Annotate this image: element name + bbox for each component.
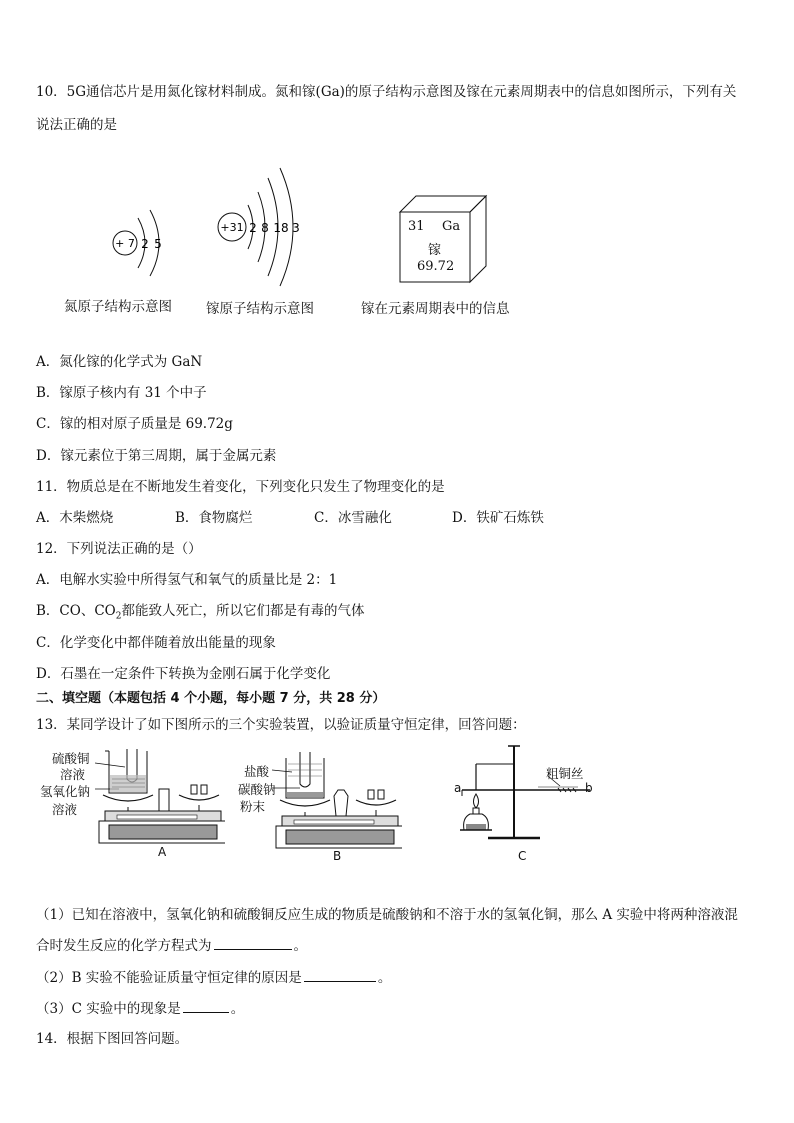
cell-name: 镓 (428, 243, 442, 258)
q12-option-b-pre: B．CO、CO (36, 603, 116, 619)
figA-label-1: 硫酸铜 (52, 751, 90, 766)
nitrogen-caption: 氮原子结构示意图 (64, 299, 172, 315)
q11-option-a: A．木柴燃烧 (36, 510, 114, 526)
q13-part1-end: 。 (293, 938, 307, 954)
figB-caption: B (333, 849, 342, 863)
cell-atomic-mass: 69.72 (417, 259, 455, 274)
figA-balance-apparatus (95, 745, 225, 845)
q12-option-b (36, 601, 364, 627)
nitrogen-shell-1: 2 (141, 237, 149, 251)
figC-point-b: b (585, 781, 593, 795)
figC-label: 粗铜丝 (546, 766, 584, 781)
q10-stem-line1: 10．5G通信芯片是用氮化镓材料制成。氮和镓(Ga)的原子结构示意图及镓在元素周期表中的信息如图所示，下列有关 (36, 84, 737, 100)
q14-stem: 14．根据下图回答问题。 (36, 1031, 189, 1047)
figA-label-2: 溶液 (60, 767, 86, 782)
figC-point-a: a (454, 781, 462, 795)
figB-label-2: 碳酸钠 (238, 782, 276, 797)
q10-stem-line2: 说法正确的是 (36, 117, 117, 133)
q13-part1-line1: （1）已知在溶液中，氢氧化钠和硫酸铜反应生成的物质是硫酸钠和不溶于水的氢氧化铜，那么 A 实验中将两种溶液混 (36, 907, 738, 923)
gallium-shell-3: 18 (273, 221, 289, 235)
q12-option-a: A．电解水实验中所得氢气和氧气的质量比是 2：1 (36, 572, 338, 588)
q13-part3-end: 。 (230, 1001, 245, 1017)
q10-option-b: B．镓原子核内有 31 个中子 (36, 385, 207, 401)
gallium-atom-diagram (210, 160, 310, 290)
q13-part2 (36, 967, 391, 988)
figC-copper-wire-apparatus (448, 744, 598, 844)
q11-option-d: D．铁矿石炼铁 (452, 510, 544, 526)
figA-label-3: 氢氧化钠 (40, 784, 91, 799)
figB-label-1: 盐酸 (244, 764, 270, 779)
q12-stem: 12．下列说法正确的是（） (36, 541, 202, 557)
q12-option-b-sub: 2 (115, 611, 122, 622)
q13-part1-blank[interactable] (214, 935, 292, 950)
cell-symbol: Ga (442, 219, 461, 234)
nitrogen-atom-diagram (100, 200, 180, 280)
q11-stem: 11．物质总是在不断地发生着变化，下列变化只发生了物理变化的是 (36, 479, 445, 495)
q13-part2-end: 。 (377, 970, 392, 986)
q13-stem: 13．某同学设计了如下图所示的三个实验装置，以验证质量守恒定律，回答问题： (36, 717, 526, 733)
nitrogen-nucleus: + 7 (115, 237, 135, 250)
q13-part2-text: （2）B 实验不能验证质量守恒定律的原因是 (36, 970, 302, 986)
gallium-shell-2: 8 (261, 221, 269, 235)
q11-option-b: B．食物腐烂 (175, 510, 253, 526)
section-2-heading: 二、填空题（本题包括 4 个小题，每小题 7 分，共 28 分） (36, 691, 386, 706)
q12-option-d: D．石墨在一定条件下转换为金刚石属于化学变化 (36, 666, 331, 682)
figB-label-3: 粉末 (240, 799, 266, 814)
q13-part1-line2 (36, 935, 307, 956)
gallium-shell-1: 2 (249, 221, 257, 235)
q13-part3-text: （3）C 实验中的现象是 (36, 1001, 181, 1017)
figA-label-4: 溶液 (52, 802, 78, 817)
q10-option-a: A．氮化镓的化学式为 GaN (36, 354, 203, 370)
figA-caption: A (158, 845, 167, 859)
figB-balance-apparatus (272, 750, 402, 850)
gallium-shell-4: 3 (292, 221, 300, 235)
gallium-caption: 镓原子结构示意图 (206, 301, 314, 317)
q13-part3-blank[interactable] (183, 998, 229, 1013)
cell-caption: 镓在元素周期表中的信息 (361, 301, 510, 317)
figC-caption: C (518, 849, 527, 863)
q13-part2-blank[interactable] (304, 967, 376, 982)
q10-option-c: C．镓的相对原子质量是 69.72g (36, 416, 233, 432)
q10-option-d: D．镓元素位于第三周期，属于金属元素 (36, 448, 277, 464)
gallium-nucleus: +31 (220, 221, 244, 234)
q13-part1-text: 合时发生反应的化学方程式为 (36, 938, 212, 954)
q12-option-b-post: 都能致人死亡，所以它们都是有毒的气体 (121, 603, 365, 619)
q13-part3 (36, 998, 244, 1019)
cell-atomic-number: 31 (408, 219, 425, 234)
nitrogen-shell-2: 5 (154, 237, 162, 251)
q12-option-c: C．化学变化中都伴随着放出能量的现象 (36, 635, 276, 651)
q11-option-c: C．冰雪融化 (314, 510, 392, 526)
